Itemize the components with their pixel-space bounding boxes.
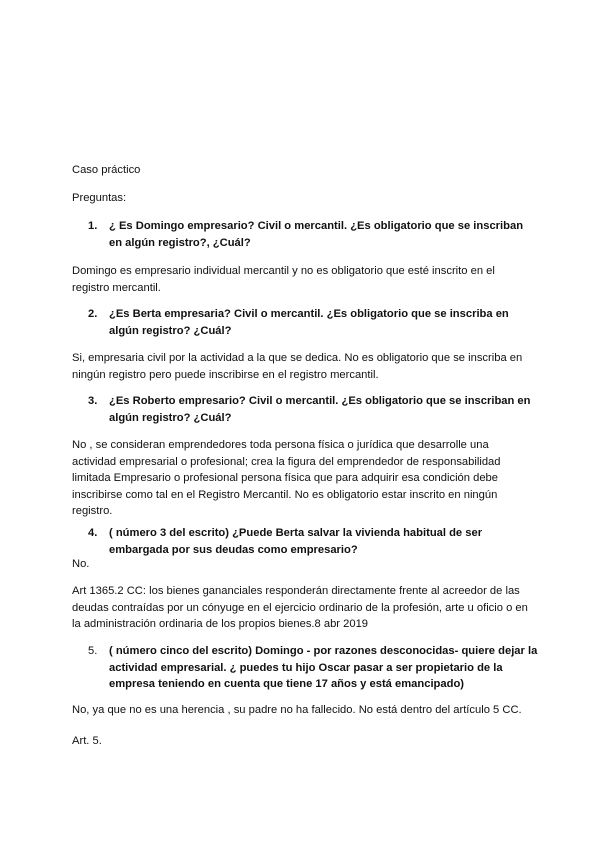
answer-1: Domingo es empresario individual mercantil y no es obligatorio que esté inscrito en el registro mercantil. (72, 265, 495, 294)
question-number: 5. (88, 645, 98, 657)
question-text: ¿ Es Domingo empresario? Civil o mercantil. ¿Es obligatorio que se inscriban en algún registro?, ¿Cuál? (109, 220, 524, 249)
question-text: ¿Es Roberto empresario? Civil o mercantil. ¿Es obligatorio que se inscriban en algún registro? ¿Cuál? (109, 395, 531, 424)
answer-4-detail: Art 1365.2 CC: los bienes gananciales responderán directamente frente al acreedor de las deudas contraídas por un cónyuge en el ejercicio ordinario de la profesión, arte u oficio o en la administración ordinaria de los propios bienes.8 abr 2019 (72, 585, 528, 630)
document-subtitle: Preguntas: (72, 192, 127, 204)
question-text: ¿Es Berta empresaria? Civil o mercantil. ¿Es obligatorio que se inscriba en algún registro? ¿Cuál? (109, 308, 509, 337)
question-number: 1. (88, 220, 98, 232)
document-title: Caso práctico (72, 164, 141, 176)
question-text: ( número 3 del escrito) ¿Puede Berta salvar la vivienda habitual de ser embargada por sus deudas como empresario? (109, 527, 483, 556)
answer-4: No. (72, 558, 90, 570)
question-4 (88, 525, 538, 558)
question-5 (88, 643, 538, 693)
question-number: 4. (88, 527, 98, 539)
question-text: ( número cinco del escrito) Domingo - por razones desconocidas- quiere dejar la actividad empresarial. ¿ puedes tu hijo Oscar pasar a ser propietario de la empresa teniendo en cuenta que tiene 17 años y está emancipado) (109, 645, 538, 690)
question-2 (88, 306, 538, 339)
answer-3: No , se consideran emprendedores toda persona física o jurídica que desarrolle una actividad empresarial o profesional; crea la figura del emprendedor de responsabilidad limitada Empresario o profesional persona física que para adquirir esa condición debe inscribirse como tal en el Registro Mercantil. No es obligatorio estar inscrito en ningún registro. (72, 439, 501, 517)
answer-2: Si, empresaria civil por la actividad a la que se dedica. No es obligatorio que se inscriba en ningún registro pero puede inscribirse en el registro mercantil. (72, 352, 523, 381)
question-number: 2. (88, 308, 98, 320)
question-number: 3. (88, 395, 98, 407)
answer-5-detail: Art. 5. (72, 735, 102, 747)
question-3 (88, 393, 538, 426)
question-1 (88, 218, 538, 251)
answer-5: No, ya que no es una herencia , su padre no ha fallecido. No está dentro del artículo 5 CC. (72, 704, 522, 716)
